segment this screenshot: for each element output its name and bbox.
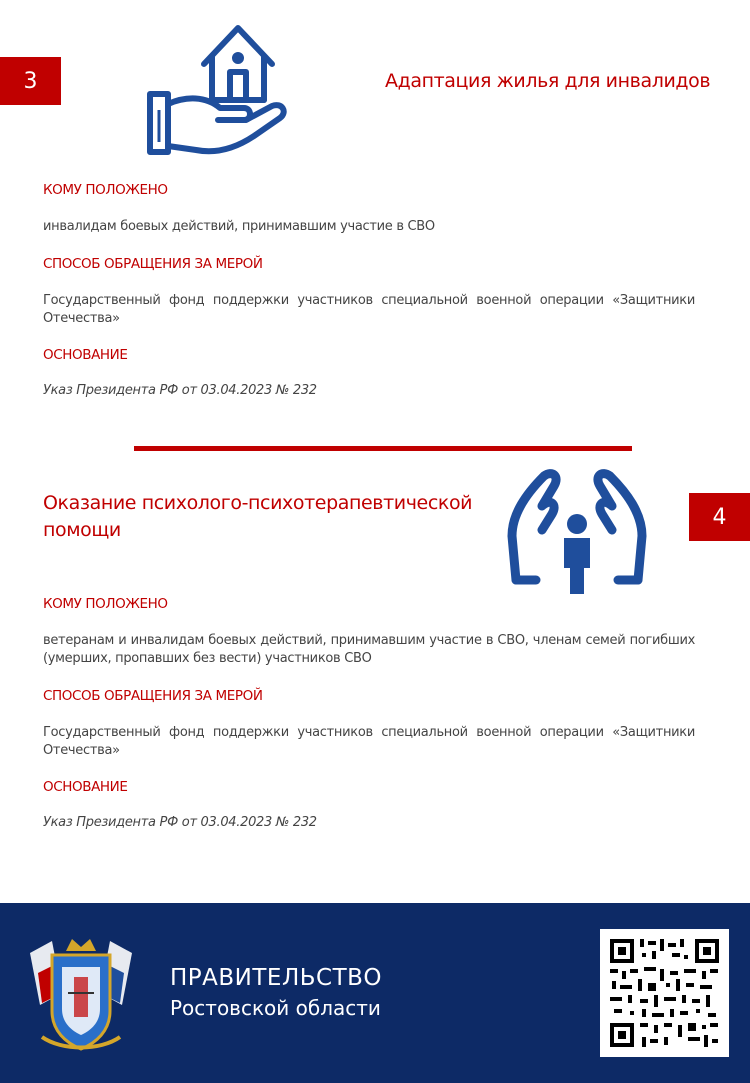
- section-title: Адаптация жилья для инвалидов: [385, 70, 711, 92]
- application-method-label: СПОСОБ ОБРАЩЕНИЯ ЗА МЕРОЙ: [43, 688, 263, 704]
- section-title: [43, 490, 472, 544]
- basis-text: Указ Президента РФ от 03.04.2023 № 232: [43, 815, 317, 830]
- eligibility-label: КОМУ ПОЛОЖЕНО: [43, 182, 168, 198]
- application-method-text: Государственный фонд поддержки участников специальной военной операции «Защитники Отечества»: [43, 725, 695, 758]
- eligibility-text: ветеранам и инвалидам боевых действий, принимавшим участие в СВО, членам семей погибших (умерших, пропавших без вести) участников СВО: [43, 633, 695, 666]
- application-method-label: СПОСОБ ОБРАЩЕНИЯ ЗА МЕРОЙ: [43, 256, 263, 272]
- section-title-line: помощи: [43, 519, 121, 541]
- qr-pattern: [600, 929, 729, 1057]
- basis-label: ОСНОВАНИЕ: [43, 779, 128, 795]
- section-number-badge: 4: [689, 493, 750, 541]
- eligibility-text: инвалидам боевых действий, принимавшим участие в СВО: [43, 219, 435, 234]
- section-divider: [134, 446, 632, 451]
- person-in-hands-icon: [506, 466, 648, 596]
- footer-title: ПРАВИТЕЛЬСТВО: [170, 965, 383, 991]
- basis-text: Указ Президента РФ от 03.04.2023 № 232: [43, 383, 317, 398]
- house-in-hand-icon: [146, 22, 291, 157]
- eligibility-label: КОМУ ПОЛОЖЕНО: [43, 596, 168, 612]
- application-method-text: Государственный фонд поддержки участников специальной военной операции «Защитники Отечества»: [43, 293, 695, 326]
- basis-label: ОСНОВАНИЕ: [43, 347, 128, 363]
- rostov-coat-of-arms-icon: [22, 933, 140, 1055]
- section-number-badge: 3: [0, 57, 61, 105]
- section-title-line: Оказание психолого-психотерапевтической: [43, 492, 473, 514]
- footer-subtitle: Ростовской области: [170, 996, 381, 1020]
- qr-code-icon[interactable]: [600, 929, 729, 1057]
